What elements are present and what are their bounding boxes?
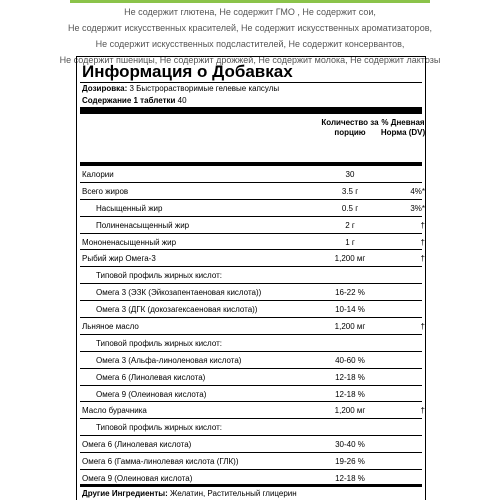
row-label: Всего жиров — [82, 186, 129, 196]
dosage-label: Дозировка: — [82, 84, 128, 93]
row-dv: † — [420, 254, 425, 264]
row-label: Типовой профиль жирных кислот: — [96, 338, 222, 348]
note-line: Не содержит искусственных красителей, Не содержит искусственных ароматизаторов, — [68, 23, 432, 33]
row-amount: 10-14 % — [335, 305, 365, 315]
row-amount: 12-18 % — [335, 372, 365, 382]
row-amount: 12-18 % — [335, 389, 365, 399]
note-line: Не содержит искусственных подсластителей, Не содержит консервантов, — [95, 39, 405, 49]
table-row — [80, 200, 425, 217]
row-amount: 19-26 % — [335, 457, 365, 467]
facts-title: Информация о Добавках — [82, 62, 293, 81]
row-label: Масло бурачника — [82, 406, 147, 416]
servings-label: Содержание 1 таблетки — [82, 96, 176, 105]
row-amount: 0.5 г — [341, 203, 359, 213]
note-line: Не содержит глютена, Не содержит ГМО , Не содержит сои, — [124, 7, 376, 17]
table-row — [80, 369, 422, 386]
row-label: Насыщенный жир — [96, 203, 163, 213]
row-dv: † — [420, 237, 425, 247]
row-amount: 2 г — [345, 220, 355, 230]
row-label: Омега 9 (Олеиновая кислота) — [82, 474, 193, 484]
dv-header: % Дневная Норма (DV) — [380, 118, 426, 137]
dosage-value: 3 Быстрорастворимые гелевые капсулы — [127, 84, 280, 93]
row-label: Омега 6 (Линолевая кислота) — [82, 440, 192, 450]
table-row — [80, 402, 425, 419]
table-row — [80, 183, 425, 200]
other-ingredients — [80, 487, 422, 501]
table-row — [80, 436, 422, 453]
row-dv: † — [420, 322, 425, 332]
row-amount: 1,200 мг — [334, 322, 366, 332]
row-amount: 1 г — [345, 237, 355, 247]
row-dv: 3%* — [410, 203, 425, 213]
row-label: Омега 3 (Альфа-линоленовая кислота) — [96, 355, 242, 365]
row-amount: 30-40 % — [335, 440, 365, 450]
table-row — [80, 166, 422, 183]
servings-line — [80, 95, 422, 107]
servings-value: 40 — [175, 96, 187, 105]
row-label: Рыбий жир Омега-3 — [82, 254, 156, 264]
row-label: Омега 6 (Гамма-линолевая кислота (ГЛК)) — [82, 457, 239, 467]
table-row — [80, 470, 422, 487]
note-line: Не содержит пшеницы, Не содержит дрожжей, Не содержит молока, Не содержит лактозы — [59, 55, 441, 65]
table-row — [80, 267, 422, 284]
row-label: Полиненасыщенный жир — [96, 220, 190, 230]
column-header — [80, 114, 426, 162]
row-dv: † — [420, 220, 425, 230]
table-row — [80, 352, 422, 369]
row-label: Омега 9 (Олеиновая кислота) — [96, 389, 207, 399]
row-amount: 1,200 мг — [334, 254, 366, 264]
row-label: Калории — [82, 170, 114, 179]
row-amount: 16-22 % — [335, 288, 365, 298]
row-amount: 3.5 г — [341, 186, 359, 196]
row-label: Типовой профиль жирных кислот: — [96, 271, 222, 281]
row-dv: 4%* — [410, 186, 425, 196]
table-row — [80, 284, 422, 301]
table-row — [80, 301, 422, 318]
table-row — [80, 234, 425, 251]
table-row — [80, 335, 422, 352]
top-accent-bar — [70, 0, 430, 3]
row-dv: † — [420, 406, 425, 416]
row-label: Омега 6 (Линолевая кислота) — [96, 372, 206, 382]
table-row — [80, 318, 425, 335]
thick-divider — [80, 107, 422, 114]
row-amount: 30 — [345, 170, 355, 179]
row-label: Льняное масло — [82, 322, 139, 332]
other-value: Желатин, Растительный глицерин — [167, 488, 297, 498]
row-amount: 1,200 мг — [334, 406, 366, 416]
table-row — [80, 217, 425, 234]
row-amount: 12-18 % — [335, 474, 365, 484]
row-amount: 40-60 % — [335, 355, 365, 365]
table-row — [80, 386, 422, 403]
table-row — [80, 453, 422, 470]
row-label: Омега 3 (ЭЗК (Эйкозапентаеновая кислота)) — [96, 288, 262, 298]
row-label: Мононенасыщенный жир — [82, 237, 177, 247]
facts-rows — [80, 166, 425, 487]
other-label: Другие Ингредиенты: — [82, 488, 168, 498]
table-row — [80, 250, 425, 267]
row-label: Омега 3 (ДГК (докозагексаеновая кислота)) — [96, 305, 258, 315]
dosage-line — [80, 83, 422, 95]
supplement-facts-panel — [76, 56, 426, 500]
amount-header: Количество за порцию — [321, 118, 379, 137]
table-row — [80, 419, 422, 436]
row-label: Типовой профиль жирных кислот: — [96, 423, 222, 433]
